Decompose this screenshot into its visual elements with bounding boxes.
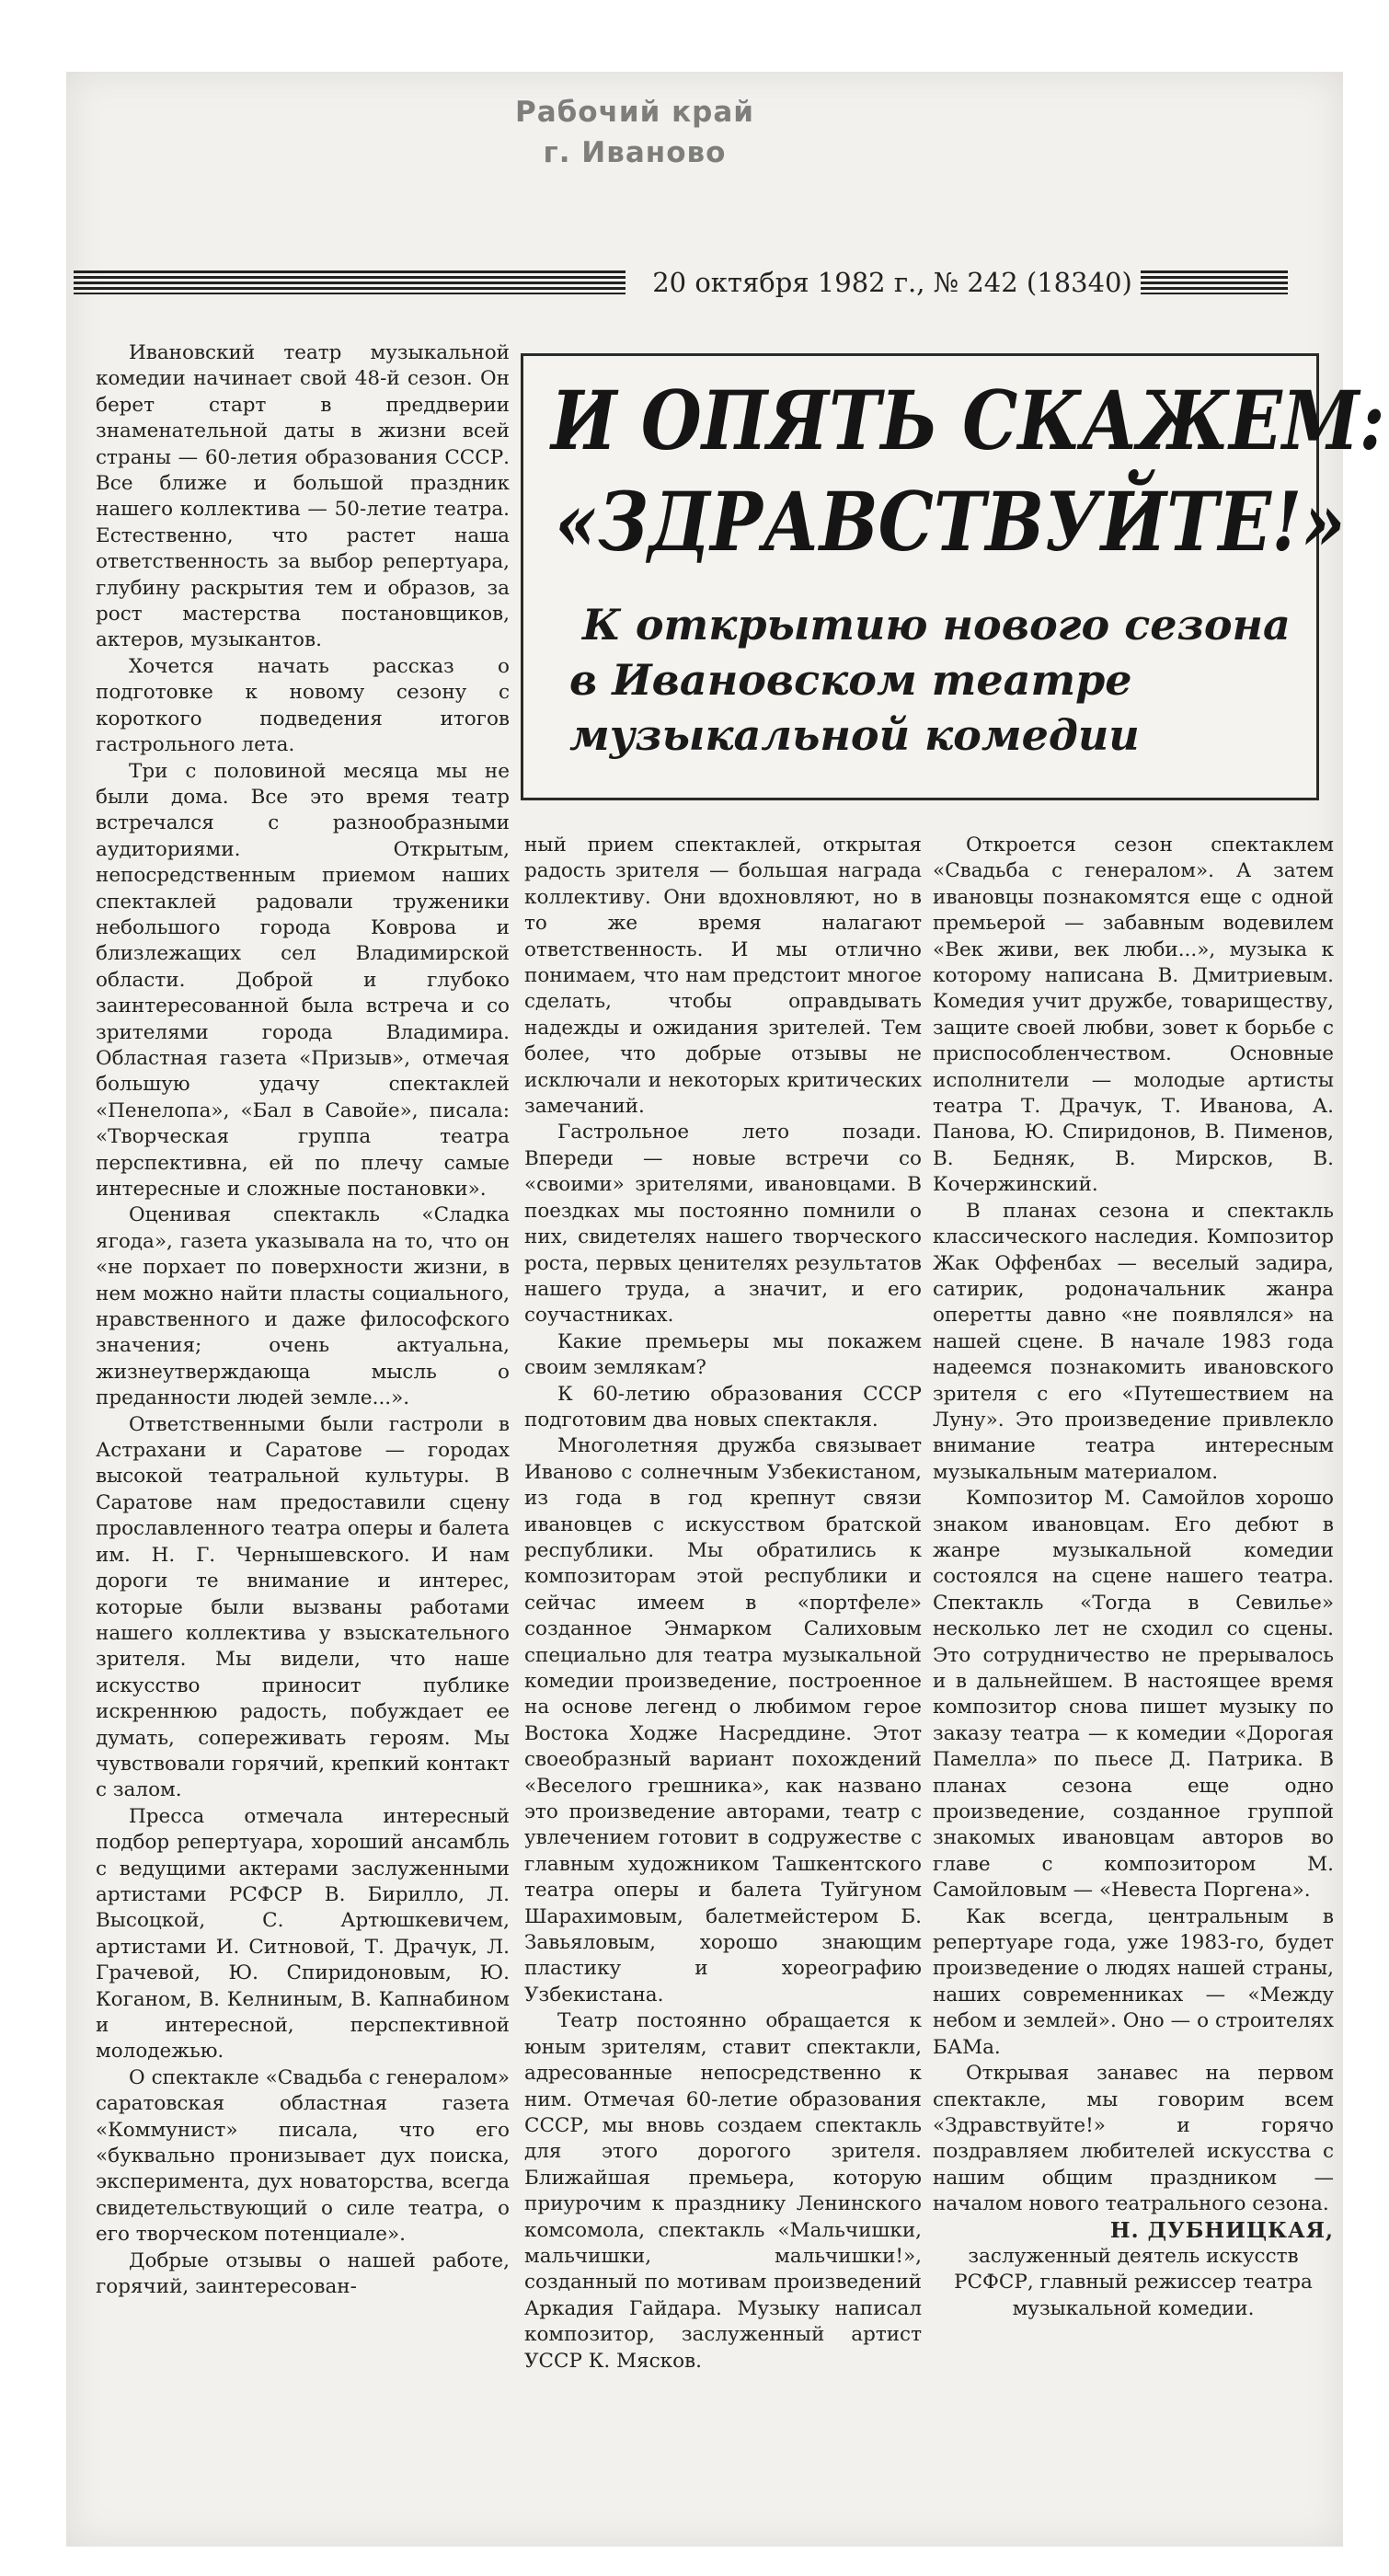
paragraph: Три с половиной месяца мы не были дома. Все это время театр встречался с разнообразными аудиториями. Открытым, непосредственным приемом наших спектаклей радовали труженики небольшого города Коврова и близлежащих сел Владимирской области. Доброй и глубоко заинтересованной была встреча и со зрителями города Владимира. Областная газета «Призыв», отмечая большую удачу спектаклей «Пенелопа», «Бал в Савойе», писала: «Творческая группа театра перспективна, ей по плечу самые интересные и сложные постановки».: [96, 759, 510, 1201]
subheadline-line-3: музыкальной комедии: [569, 710, 1140, 760]
paragraph: Добрые отзывы о нашей работе, горячий, заинтересован-: [96, 2248, 510, 2299]
paragraph: Как всегда, центральным в репертуаре года, уже 1983-го, будет произведение о людях нашей страны, наших современниках — «Между небом и землей». Оно — о строителях БАМа.: [933, 1904, 1334, 2059]
paragraph: Ответственными были гастроли в Астрахани и Саратове — городах высокой театральной культуры. В Саратове нам предоставили сцену прославленного театра оперы и балета им. Н. Г. Чернышевского. И нам дороги те внимание и интерес, которые были вызваны работами нашего коллектива у взыскательного зрителя. Мы видели, что наше искусство приносит публике искреннюю радость, побуждает ее думать, сопереживать героям. Мы чувствовали горячий, крепкий контакт с залом.: [96, 1412, 510, 1802]
article-column-2: [524, 833, 922, 2375]
subheadline: [569, 597, 1291, 763]
headline-line-1: И ОПЯТЬ СКАЖЕМ:: [551, 373, 1385, 468]
newspaper-city: г. Иваново: [543, 136, 727, 169]
paragraph: ный прием спектаклей, открытая радость зрителя — большая награда коллективу. Они вдохновляют, но в то же время налагают ответственность. И мы отлично понимаем, что нам предстоит многое сделать, чтобы оправдывать надежды и ожидания зрителей. Тем более, что добрые отзывы не исключали и некоторых критических замечаний.: [524, 834, 922, 1119]
headline-box: [521, 353, 1385, 800]
subheadline-line-2: в Ивановском театре: [569, 655, 1132, 705]
paragraph: Ивановский театр музыкальной комедии начинает свой 48-й сезон. Он берет старт в преддверии знаменательной даты в жизни всей страны — 60-летия образования СССР. Все ближе и большой праздник нашего коллектива — 50-летие театра. Естественно, что растет наша ответственность за выбор репертуара, глубину раскрытия тем и образов, за рост мастерства постановщиков, актеров, музыкантов.: [96, 341, 510, 652]
masthead-rule-right: [1141, 270, 1288, 294]
paragraph: Оценивая спектакль «Сладка ягода», газета указывала на то, что он «не порхает по поверхности жизни, в нем можно найти пласты социального, нравственного и даже философского значения; очень актуальна, жизнеутверждающа мысль о преданности людей земле...».: [96, 1203, 510, 1410]
paragraph: Какие премьеры мы покажем своим землякам?: [524, 1329, 922, 1380]
paragraph: Композитор М. Самойлов хорошо знаком ивановцам. Его дебют в жанре музыкальной комедии состоялся на сцене нашего театра. Спектакль «Тогда в Севилье» несколько лет не сходил со сцены. Это сотрудничество не прерывалось и в дальнейшем. В настоящее время композитор снова пишет музыку по заказу театра — к комедии «Дорогая Памелла» по пьесе Д. Патрика. В планах сезона еще одно произведение, созданное группой знакомых ивановцам авторов во главе с композитором М. Самойловым — «Невеста Поргена».: [933, 1487, 1334, 1903]
author-title: заслуженный деятель искусств РСФСР, главный режиссер театра музыкальной комедии.: [954, 2244, 1313, 2320]
paragraph: Театр постоянно обращается к юным зрителям, ставит спектакли, адресованные непосредственно к ним. Отмечая 60-летие образования СССР, мы вновь создаем спектакль для этого дорогого зрителя. Ближайшая премьера, которую приурочим к празднику Ленинского комсомола, спектакль «Мальчишки, мальчишки, мальчишки!», созданный по мотивам произведений Аркадия Гайдара. Музыку написал композитор, заслуженный артист УССР К. Мясков.: [524, 2009, 922, 2373]
paragraph: Откроется сезон спектаклем «Свадьба с генералом». А затем ивановцы познакомятся еще с одной премьерой — забавным водевилем «Век живи, век люби...», музыка к которому написана В. Дмитриевым. Комедия учит дружбе, товариществу, защите своей любви, зовет к борьбе с приспособленчеством. Основные исполнители — молодые артисты театра Т. Драчук, Т. Иванова, А. Панова, Ю. Спиридонов, В. Пименов, В. Бедняк, В. Мирсков, В. Кочержинский.: [933, 834, 1334, 1197]
paragraph: О спектакле «Свадьба с генералом» саратовская областная газета «Коммунист» писала, что его «буквально пронизывает дух поиска, эксперимента, дух новаторства, всегда свидетельствующий о силе театра, о его творческом потенциале».: [96, 2065, 510, 2247]
issue-dateline: 20 октября 1982 г., № 242 (18340): [652, 267, 1132, 298]
paragraph: Гастрольное лето позади. Впереди — новые встречи со «своими» зрителями, ивановцами. В поездках мы постоянно помнили о них, свидетелях нашего творческого роста, первых ценителях результатов нашего труда, а значит, и его соучастниках.: [524, 1121, 922, 1328]
headline-line-2: «ЗДРАВСТВУЙТЕ!»: [555, 474, 1346, 569]
article-column-1: [96, 340, 510, 2300]
paragraph: Многолетняя дружба связывает Иваново с солнечным Узбекистаном, из года в год крепнут связи ивановцев с искусством братской республики. Мы обратились к композиторам этой республики и сейчас имеем в «портфеле» созданное Энмарком Салиховым специально для театра музыкальной комедии произведение, построенное на основе легенд о любимом герое Востока Ходже Насреддине. Этот своеобразный вариант похождений «Веселого грешника», как названо это произведение авторами, театр с увлечением готовит в содружестве с главным художником Ташкентского театра оперы и балета Туйгуном Шарахимовым, балетмейстером Б. Завьяловым, хорошо знающим пластику и хореографию Узбекистана.: [524, 1434, 922, 2007]
newspaper-stamp: [497, 92, 773, 173]
paragraph: Открывая занавес на первом спектакле, мы говорим всем «Здравствуйте!» и горячо поздравляем любителей искусства с нашим общим праздником — началом нового театрального сезона.: [933, 2062, 1334, 2216]
article-column-3: [933, 833, 1334, 2322]
paragraph: Пресса отмечала интересный подбор репертуара, хороший ансамбль с ведущими актерами заслуженными артистами РСФСР В. Бирилло, Л. Высоцкой, С. Артюшкевичем, артистами И. Ситновой, Т. Драчук, Л. Грачевой, Ю. Спиридоновым, Ю. Коганом, В. Келниным, В. Капнабином и интересной, перспективной молодежью.: [96, 1804, 510, 2064]
subheadline-line-1: К открытию нового сезона: [582, 600, 1291, 650]
paragraph: К 60-летию образования СССР подготовим два новых спектакля.: [524, 1382, 922, 1432]
author-name: Н. ДУБНИЦКАЯ,: [1109, 2217, 1334, 2243]
masthead-rule-left: [74, 270, 626, 294]
paragraph: Хочется начать рассказ о подготовке к новому сезону с короткого подведения итогов гастрольного лета.: [96, 654, 510, 757]
newspaper-name: Рабочий край: [515, 96, 754, 129]
paragraph: В планах сезона и спектакль классического наследия. Композитор Жак Оффенбах — веселый задира, сатирик, родоначальник жанра оперетты давно «не появлялся» на нашей сцене. В начале 1983 года надеемся познакомить ивановского зрителя с его «Путешествием на Луну». Это произведение привлекло внимание театра интересным музыкальным материалом.: [933, 1199, 1334, 1484]
